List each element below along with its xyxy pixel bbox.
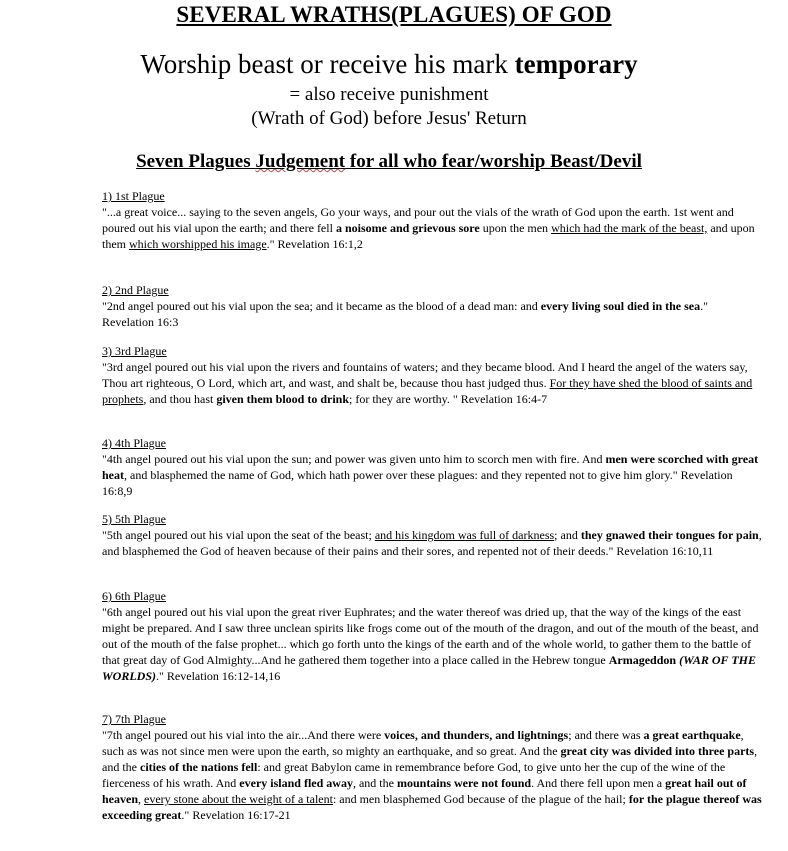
- plague-text-segment: great hail out of heaven: [102, 776, 747, 806]
- plague-text-segment: , and blasphemed the God of heaven because of their pains and their sores, and repented not of their deeds." Revelation 16:10,11: [102, 528, 762, 558]
- plague-text-segment: upon the men: [479, 221, 552, 235]
- plague-text-segment: "2nd angel poured out his vial upon the sea; and it became as the blood of a dead man: and: [102, 299, 541, 313]
- plague-text-segment: for the plague thereof was exceeding great: [102, 792, 762, 822]
- plague-text-segment: voices, and thunders, and lightnings: [384, 728, 569, 742]
- plague-text-segment: ." Revelation 16:12-14,16: [156, 669, 281, 683]
- plague-label: 2) 2nd Plague: [102, 283, 169, 297]
- subtitle-line-1-text: Worship beast or receive his mark: [140, 49, 515, 79]
- plague-text-segment: "7th angel poured out his vial into the air...And there were: [102, 728, 385, 742]
- plague-text-segment: : and great Babylon came in remembrance before God, to give unto her the cup of the wine of the fierceness of his wrath. And: [102, 760, 726, 790]
- plague-text: [102, 604, 762, 684]
- plague-text-segment: ,: [138, 792, 144, 806]
- plague-section-7: [102, 711, 762, 823]
- plague-text-segment: a noisome and grievous sore: [335, 221, 480, 235]
- plague-label: 1) 1st Plague: [102, 189, 165, 203]
- plague-text-segment: , and the: [102, 744, 758, 774]
- plague-text-segment: , and blasphemed the name of God, which hath power over these plagues: and they repented not to give him glory." Revelation 16:8,9: [102, 468, 733, 498]
- plague-text-segment: cities of the nations fell: [140, 760, 258, 774]
- plague-section-1: [102, 188, 762, 252]
- page-title: SEVERAL WRATHS(PLAGUES) OF GOD: [176, 2, 612, 27]
- plague-text-segment: ; for they are worthy. " Revelation 16:4-7: [349, 392, 548, 406]
- heading-part-2: Judgement: [255, 151, 346, 172]
- plague-text-segment: ; and: [554, 528, 581, 542]
- subtitle-line-1: [0, 49, 778, 80]
- plague-text-segment: , and the: [352, 776, 397, 790]
- plague-section-2: [102, 282, 762, 330]
- plague-text-segment: "6th angel poured out his vial upon the great river Euphrates; and the water thereof was dried up, that the way of the kings of the east might be prepared. And I saw three unclean spirits like frogs come out of the mouth of the dragon, and out of the mouth of the beast, and out of the mouth of the false prophet... which go forth unto the kings of the earth and of the whole world, to gather them to the battle of that great day of God Almighty...And he gathered them together into a place called in the Hebrew tongue: [102, 605, 759, 667]
- plague-text: [102, 204, 762, 252]
- plague-section-5: [102, 511, 762, 559]
- heading-part-1: Seven Plagues: [136, 151, 256, 172]
- plague-text-segment: ." Revelation 16:3: [102, 299, 709, 329]
- plague-text: [102, 298, 762, 330]
- plague-text-segment: ; and there was: [568, 728, 644, 742]
- heading-part-3: for all who fear/worship Beast/Devil: [345, 151, 642, 172]
- plague-text-segment: which worshipped his image: [129, 237, 267, 251]
- plague-label: 4) 4th Plague: [102, 436, 166, 450]
- plague-text: [102, 727, 762, 823]
- plague-text-segment: (WAR OF THE WORLDS): [102, 653, 756, 683]
- plague-text-segment: , and thou hast: [143, 392, 217, 406]
- plague-label: 7) 7th Plague: [102, 712, 166, 726]
- plague-text-segment: Armageddon: [608, 653, 677, 667]
- plague-text-segment: "5th angel poured out his vial upon the seat of the beast;: [102, 528, 375, 542]
- plague-section-4: [102, 435, 762, 499]
- plague-text-segment: a great earthquake: [643, 728, 741, 742]
- plague-text: [102, 451, 762, 499]
- plague-text-segment: : and men blasphemed God because of the plague of the hail;: [332, 792, 629, 806]
- plague-text-segment: and his kingdom was full of darkness: [374, 528, 555, 542]
- subtitle-line-3: (Wrath of God) before Jesus' Return: [251, 108, 527, 129]
- plague-text-segment: men were scorched with great heat: [102, 452, 759, 482]
- plague-text-segment: "3rd angel poured out his vial upon the rivers and fountains of waters; and they became blood. And I heard the angel of the waters say, Thou art righteous, O Lord, which art, and wast, and shalt be, because thou hast judged thus.: [102, 360, 748, 390]
- plague-text-segment: every stone about the weight of a talent: [144, 792, 333, 806]
- plague-text-segment: . And there fell upon men a: [531, 776, 666, 790]
- plague-text-segment: every island fled away: [239, 776, 353, 790]
- plague-label: 5) 5th Plague: [102, 512, 166, 526]
- plague-section-6: [102, 588, 762, 684]
- plague-text: [102, 527, 762, 559]
- plague-text-segment: every living soul died in the sea: [540, 299, 701, 313]
- plague-text-segment: they gnawed their tongues for pain: [580, 528, 759, 542]
- plague-text-segment: "4th angel poured out his vial upon the sun; and power was given unto him to scorch men with fire. And: [102, 452, 606, 466]
- plague-label: 6) 6th Plague: [102, 589, 166, 603]
- plague-text-segment: "...a great voice... saying to the seven angels, Go your ways, and pour out the vials of the wrath of God upon the earth. 1st went and poured out his vial upon the earth; and there fell: [102, 205, 734, 235]
- plague-text-segment: mountains were not found: [396, 776, 532, 790]
- plague-text-segment: and upon them: [102, 221, 755, 251]
- section-heading: [0, 151, 778, 173]
- plague-text-segment: given them blood to drink: [216, 392, 350, 406]
- plague-text: [102, 359, 762, 407]
- plague-text-segment: For they have shed the blood of saints and prophets: [102, 376, 753, 406]
- plague-text-segment: ." Revelation 16:1,2: [266, 237, 363, 251]
- subtitle-line-2: = also receive punishment: [289, 84, 489, 105]
- plague-text-segment: great city was divided into three parts: [560, 744, 755, 758]
- plague-section-3: [102, 343, 762, 407]
- plague-text-segment: which had the mark of the beast,: [551, 221, 708, 235]
- plague-text-segment: ." Revelation 16:17-21: [181, 808, 291, 822]
- plague-label: 3) 3rd Plague: [102, 344, 167, 358]
- subtitle-emphasis: temporary: [514, 49, 638, 79]
- plague-text-segment: , such as was not since men were upon the earth, so mighty an earthquake, and so great. And the: [102, 728, 744, 758]
